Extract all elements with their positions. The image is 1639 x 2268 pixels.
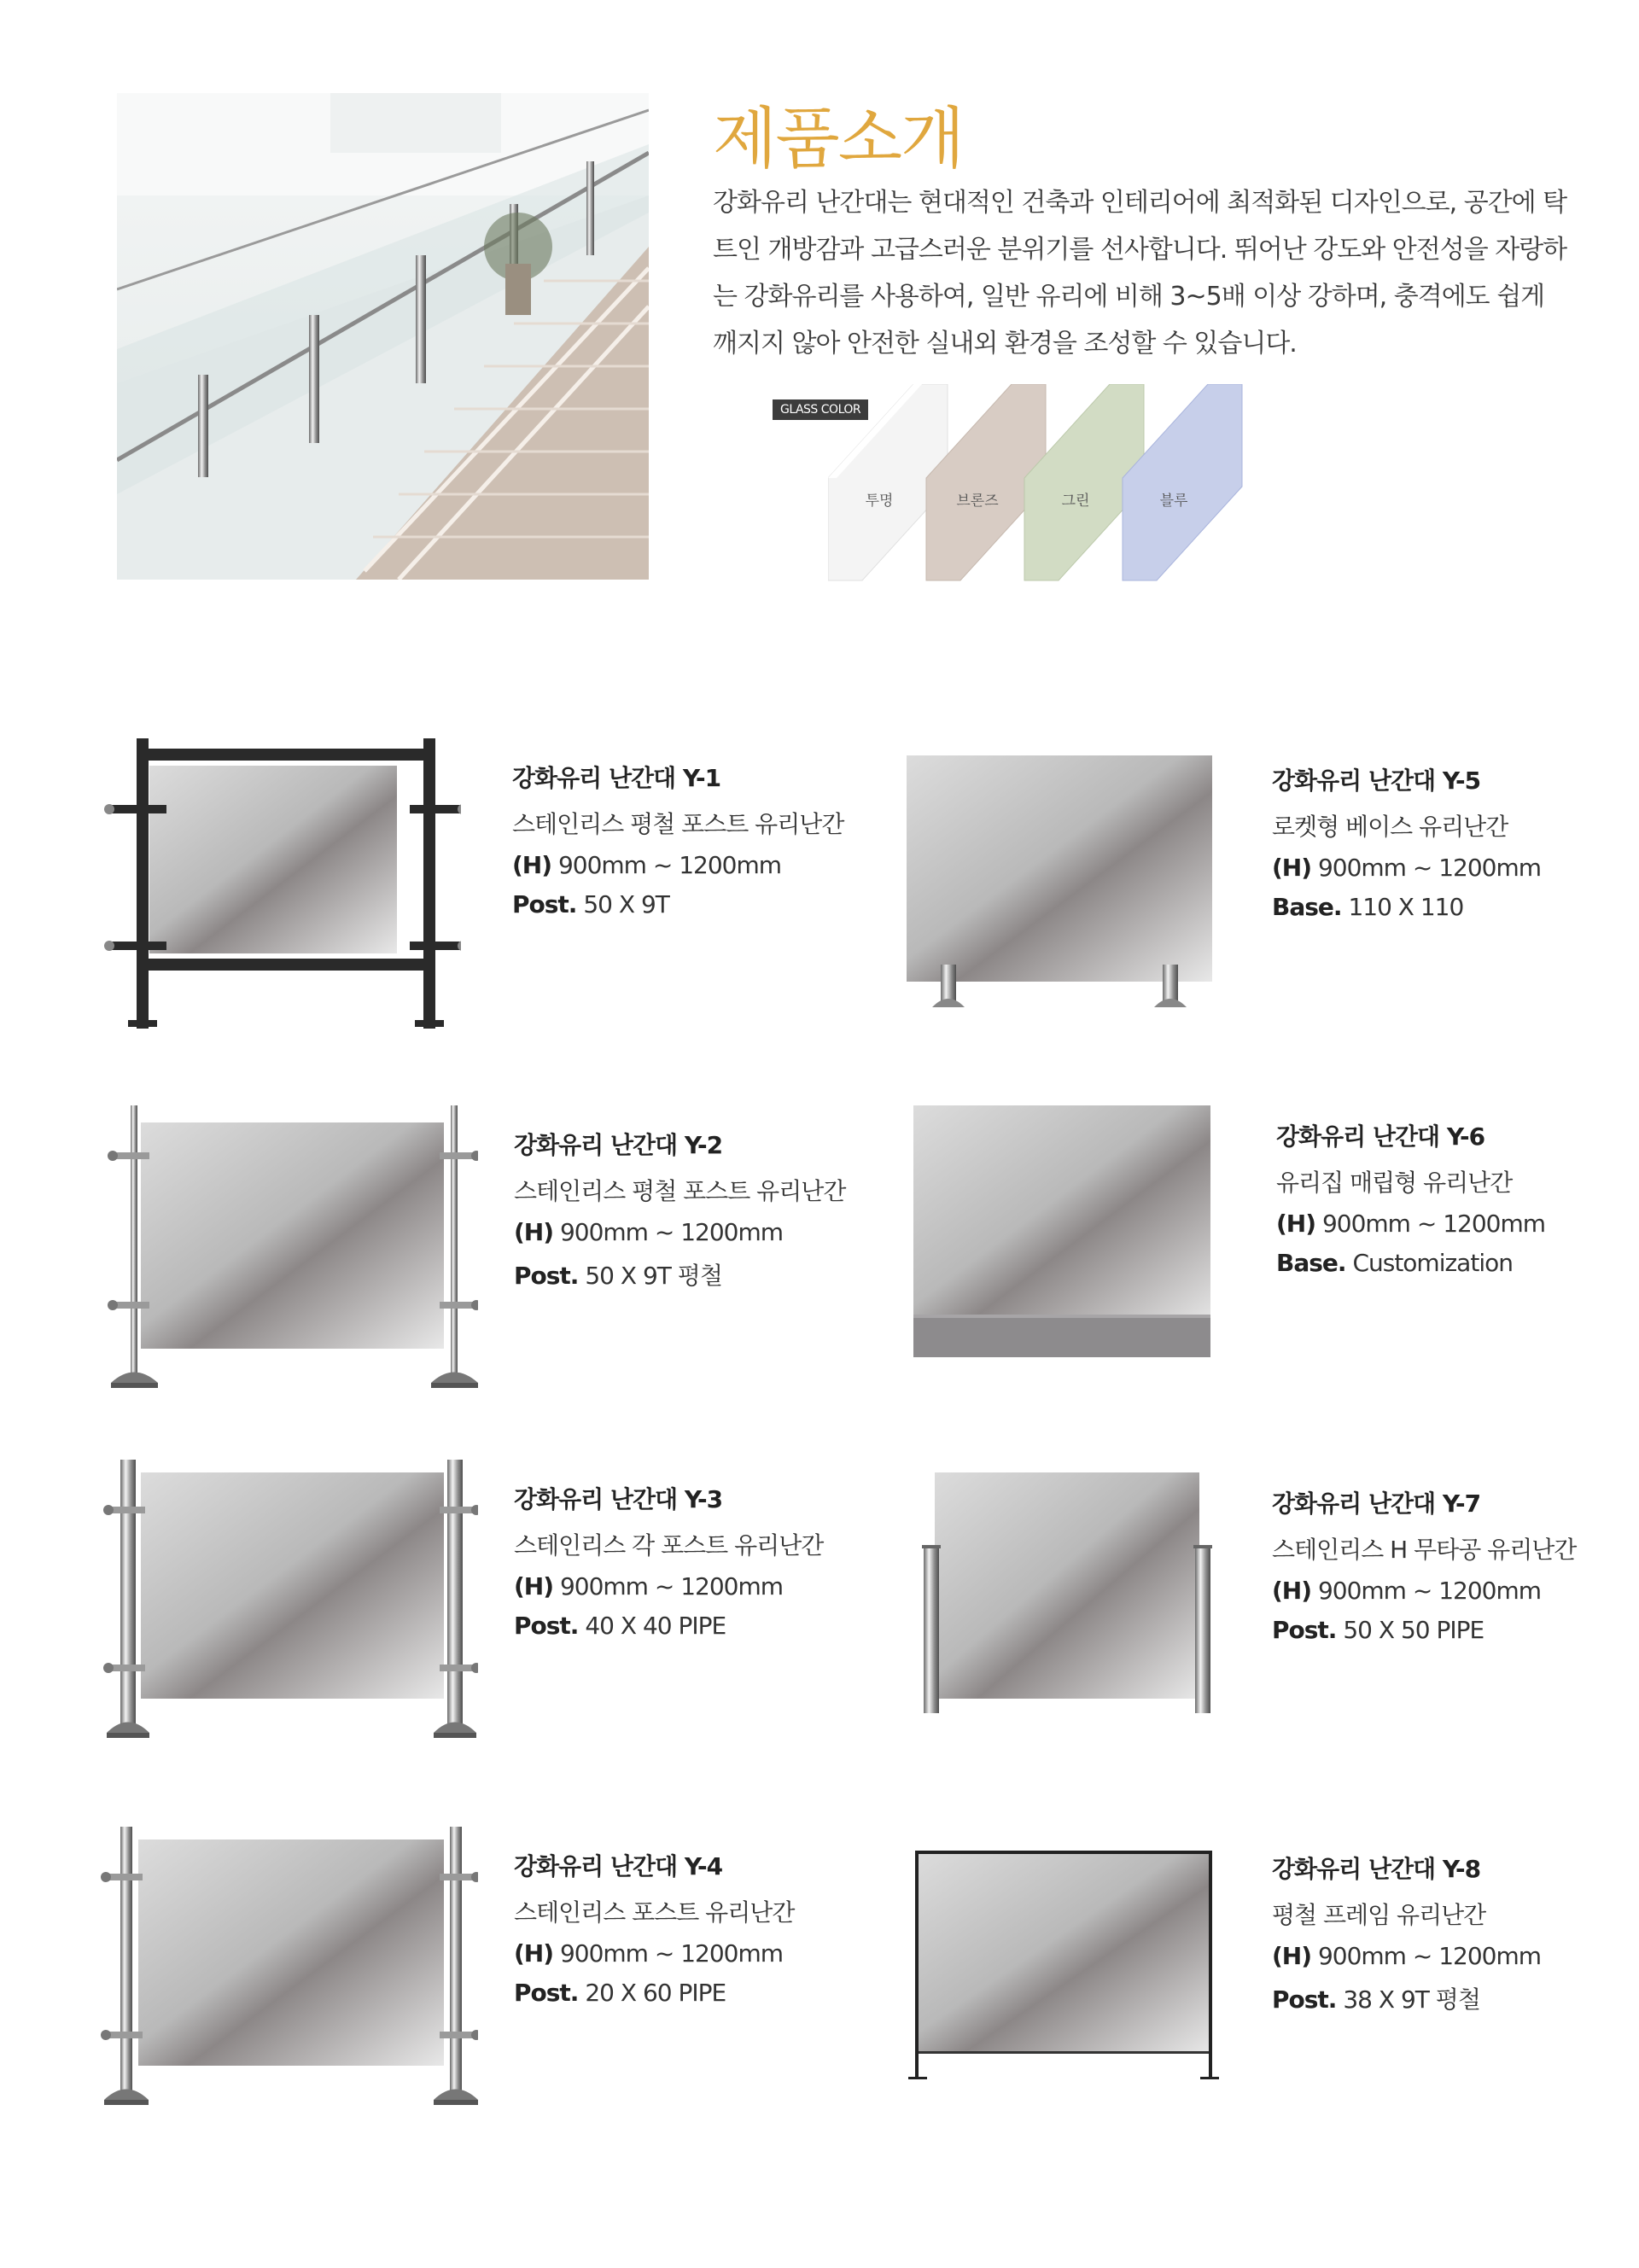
product-spec-y1 (512, 760, 913, 930)
spec-value: 38 X 9T 평철 (1343, 1985, 1480, 2014)
swatch-label-blue: 블루 (1159, 493, 1188, 510)
product-spec-y7 (1272, 1485, 1639, 1655)
height-label: (H) (514, 1572, 554, 1600)
spec-label: Post. (1272, 1985, 1337, 2014)
height-label: (H) (1272, 1942, 1312, 1970)
height-label: (H) (512, 851, 552, 879)
height-label: (H) (1272, 1577, 1312, 1605)
product-height (512, 851, 913, 879)
product-title: 강화유리 난간대 Y-4 (514, 1852, 723, 1880)
height-label: (H) (514, 1218, 554, 1246)
staircase-photo (117, 93, 649, 580)
spec-value: 40 X 40 PIPE (585, 1612, 726, 1640)
spec-label: Post. (514, 1979, 579, 2007)
spec-value: 20 X 60 PIPE (585, 1979, 726, 2007)
product-image-y5 (888, 747, 1272, 1046)
product-title: 강화유리 난간대 Y-2 (514, 1131, 723, 1159)
product-spec-y2 (514, 1127, 915, 1303)
spec-value: Customization (1352, 1249, 1513, 1277)
product-subtitle: 스테인리스 평철 포스트 유리난간 (512, 810, 844, 838)
product-height (1272, 1577, 1639, 1605)
product-spec (514, 1257, 915, 1291)
glass-color-swatches (828, 384, 1255, 585)
product-subtitle: 스테인리스 H 무타공 유리난간 (1272, 1536, 1577, 1564)
product-subtitle: 스테인리스 각 포스트 유리난간 (514, 1531, 824, 1560)
height-value: 900mm ~ 1200mm (557, 851, 782, 879)
swatch-label-bronze: 브론즈 (956, 493, 999, 510)
product-height (1272, 854, 1639, 882)
spec-label: Post. (514, 1262, 579, 1290)
product-spec-y8 (1272, 1851, 1639, 2026)
product-spec (514, 1979, 915, 2007)
product-spec (1272, 1616, 1639, 1644)
product-image-y6 (905, 1101, 1289, 1400)
product-spec (514, 1612, 915, 1640)
product-image-y7 (913, 1468, 1298, 1767)
spec-label: Post. (512, 890, 577, 918)
spec-label: Base. (1276, 1249, 1346, 1277)
height-value: 900mm ~ 1200mm (1321, 1210, 1546, 1238)
product-height (1276, 1210, 1639, 1238)
product-height (514, 1218, 915, 1246)
product-height (514, 1572, 915, 1600)
intro-paragraph: 강화유리 난간대는 현대적인 건축과 인테리어에 최적화된 디자인으로, 공간에 탁트인 개방감과 고급스러운 분위기를 선사합니다. 뛰어난 강도와 안전성을 자랑하는 강화유리를 사용하여, 일반 유리에 비해 3~5배 이상 강하며, 충격에도 쉽게 깨지지 않아 안전한 실내외 환경을 조성할 수 있습니다. (713, 188, 1567, 359)
height-label: (H) (1276, 1210, 1316, 1238)
height-label: (H) (514, 1939, 554, 1968)
product-title: 강화유리 난간대 Y-5 (1272, 767, 1481, 795)
spec-label: Post. (1272, 1616, 1337, 1644)
product-spec-y3 (514, 1481, 915, 1651)
section-title: 제품소개 (713, 101, 964, 178)
product-subtitle: 평철 프레임 유리난간 (1272, 1901, 1486, 1929)
height-value: 900mm ~ 1200mm (559, 1572, 784, 1600)
product-spec (1272, 893, 1639, 921)
product-spec (1276, 1249, 1639, 1277)
swatch-label-green: 그린 (1061, 493, 1090, 510)
product-spec-y5 (1272, 762, 1639, 932)
height-value: 900mm ~ 1200mm (559, 1939, 784, 1968)
product-image-y4 (94, 1827, 478, 2125)
product-spec (512, 890, 913, 918)
spec-value: 110 X 110 (1348, 893, 1464, 921)
product-subtitle: 스테인리스 포스트 유리난간 (514, 1898, 795, 1927)
height-value: 900mm ~ 1200mm (559, 1218, 784, 1246)
product-height (1272, 1942, 1639, 1970)
spec-label: Base. (1272, 893, 1342, 921)
product-image-y1 (77, 730, 461, 1029)
product-spec-y4 (514, 1848, 915, 2018)
product-image-y2 (94, 1105, 478, 1404)
glass-color-tag: GLASS COLOR (773, 399, 868, 420)
product-spec (1272, 1981, 1639, 2015)
spec-value: 50 X 9T 평철 (585, 1262, 722, 1290)
product-title: 강화유리 난간대 Y-1 (512, 764, 721, 792)
height-value: 900mm ~ 1200mm (1317, 1577, 1542, 1605)
product-subtitle: 스테인리스 평철 포스트 유리난간 (514, 1177, 846, 1205)
spec-label: Post. (514, 1612, 579, 1640)
product-title: 강화유리 난간대 Y-6 (1276, 1122, 1485, 1151)
product-subtitle: 유리집 매립형 유리난간 (1276, 1169, 1513, 1197)
product-height (514, 1939, 915, 1968)
product-spec-y6 (1276, 1118, 1639, 1288)
swatch-label-clear: 투명 (865, 493, 894, 510)
product-image-y3 (94, 1460, 478, 1758)
spec-value: 50 X 9T (583, 890, 669, 918)
product-subtitle: 로켓형 베이스 유리난간 (1272, 813, 1508, 841)
product-title: 강화유리 난간대 Y-7 (1272, 1490, 1481, 1518)
product-image-y8 (905, 1844, 1289, 2143)
height-value: 900mm ~ 1200mm (1317, 854, 1542, 882)
product-title: 강화유리 난간대 Y-8 (1272, 1855, 1481, 1883)
height-label: (H) (1272, 854, 1312, 882)
spec-value: 50 X 50 PIPE (1343, 1616, 1484, 1644)
product-title: 강화유리 난간대 Y-3 (514, 1485, 723, 1513)
height-value: 900mm ~ 1200mm (1317, 1942, 1542, 1970)
